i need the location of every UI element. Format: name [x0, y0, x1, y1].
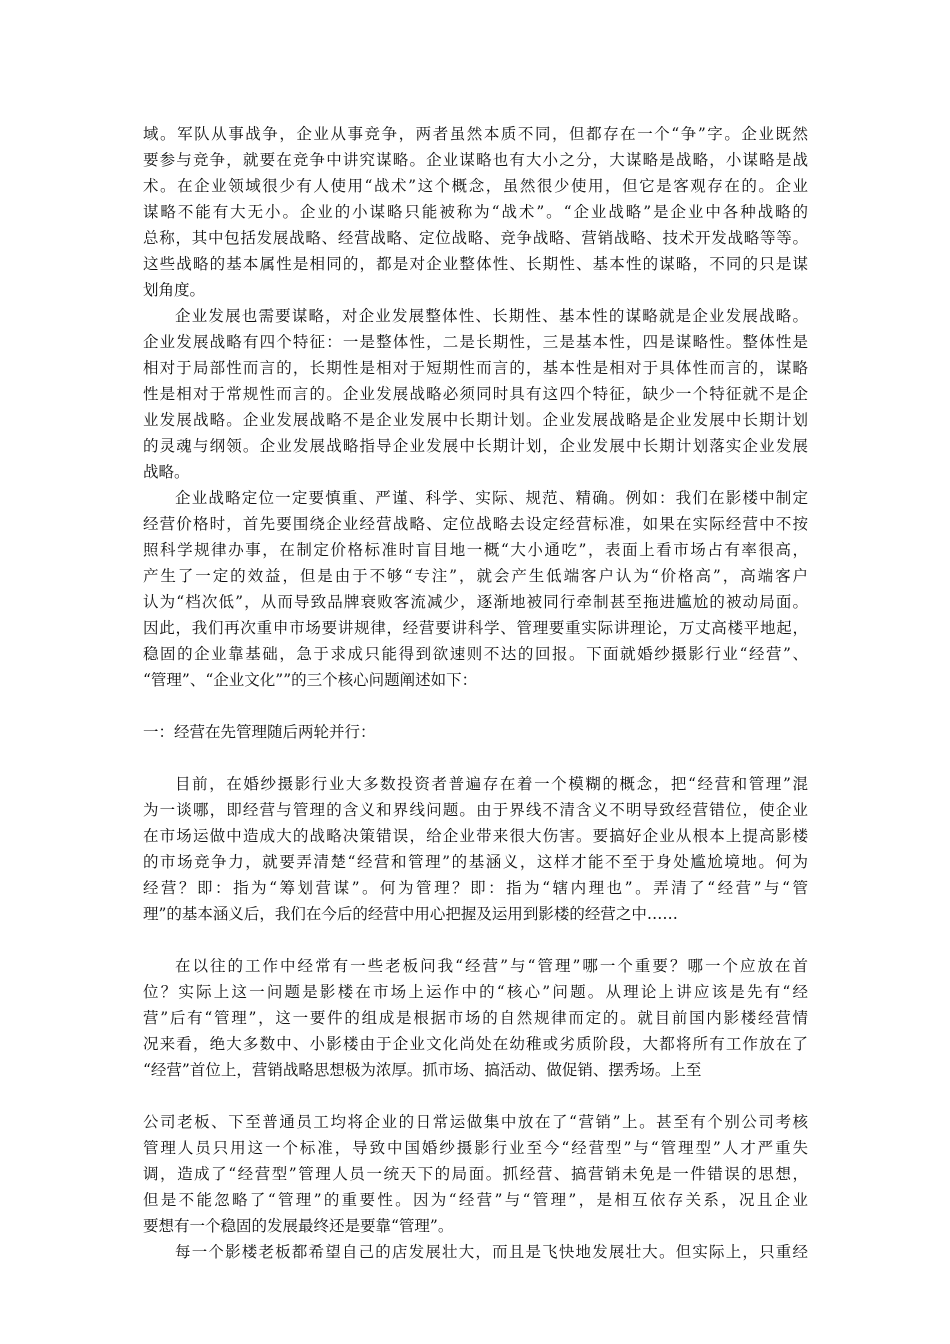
text-line: 在市场运做中造成大的战略决策错误，给企业带来很大伤害。要搞好企业从根本上提高影楼: [143, 827, 808, 845]
text-line: 要参与竞争，就要在竞争中讲究谋略。企业谋略也有大小之分，大谋略是战略，小谋略是战: [143, 151, 808, 169]
section-heading: 一：经营在先管理随后两轮并行：: [143, 723, 376, 741]
text-line: 公司老板、下至普通员工均将企业的日常运做集中放在了“营销”上。甚至有个别公司考核: [143, 1113, 808, 1131]
text-line: 认为“档次低”，从而导致品牌衰败客流减少，逐渐地被同行牵制甚至拖进尴尬的被动局面。: [143, 593, 808, 611]
text-line: 术。在企业领域很少有人使用“战术”这个概念，虽然很少使用，但它是客观存在的。企业: [143, 177, 808, 195]
text-line: 业发展战略。企业发展战略不是企业发展中长期计划。企业发展战略是企业发展中长期计划: [143, 411, 808, 429]
text-line: 稳固的企业靠基础，急于求成只能得到欲速则不达的回报。下面就婚纱摄影行业“经营”、: [143, 645, 808, 663]
text-line: 营”后有“管理”，这一要件的组成是根据市场的自然规律而定的。就目前国内影楼经营情: [143, 1009, 808, 1027]
text-line: 调，造成了“经营型”管理人员一统天下的局面。抓经营、搞营销未免是一件错误的思想，: [143, 1165, 808, 1183]
text-line: 的灵魂与纲领。企业发展战略指导企业发展中长期计划，企业发展中长期计划落实企业发展: [143, 437, 808, 455]
text-line: 企业发展战略有四个特征：一是整体性，二是长期性，三是基本性，四是谋略性。整体性是: [143, 333, 808, 351]
text-line: 总称，其中包括发展战略、经营战略、定位战略、竞争战略、营销战略、技术开发战略等等。: [143, 229, 808, 247]
text-line: 在以往的工作中经常有一些老板问我“经营”与“管理”哪一个重要？哪一个应放在首: [175, 957, 808, 975]
text-line: 相对于局部性而言的，长期性是相对于短期性而言的，基本性是相对于具体性而言的，谋略: [143, 359, 808, 377]
text-line: 每一个影楼老板都希望自己的店发展壮大，而且是飞快地发展壮大。但实际上，只重经: [175, 1243, 808, 1261]
text-line: 目前，在婚纱摄影行业大多数投资者普遍存在着一个模糊的概念，把“经营和管理”混: [175, 775, 808, 793]
text-line: 照科学规律办事，在制定价格标准时盲目地一概“大小通吃”，表面上看市场占有率很高，: [143, 541, 808, 559]
text-line: 位？实际上这一问题是影楼在市场上运作中的“核心”问题。从理论上讲应该是先有“经: [143, 983, 808, 1001]
text-line: 为一谈哪，即经营与管理的含义和界线问题。由于界线不清含义不明导致经营错位，使企业: [143, 801, 808, 819]
text-line: 理”的基本涵义后，我们在今后的经营中用心把握及运用到影楼的经营之中……: [143, 905, 678, 923]
text-line: 的市场竞争力，就要弄清楚“经营和管理”的基涵义，这样才能不至于身处尴尬境地。何为: [143, 853, 808, 871]
text-line: 要想有一个稳固的发展最终还是要靠“管理”。: [143, 1217, 454, 1235]
text-line: 况来看，绝大多数中、小影楼由于企业文化尚处在幼稚或劣质阶段，大都将所有工作放在了: [143, 1035, 808, 1053]
text-line: 这些战略的基本属性是相同的，都是对企业整体性、长期性、基本性的谋略，不同的只是谋: [143, 255, 808, 273]
text-line: 经营？即：指为“筹划营谋”。何为管理？即：指为“辖内理也”。弄清了“经营”与“管: [143, 879, 808, 897]
text-line: 域。军队从事战争，企业从事竞争，两者虽然本质不同，但都存在一个“争”字。企业既然: [143, 125, 808, 143]
text-line: 因此，我们再次重申市场要讲规律，经营要讲科学、管理要重实际讲理论，万丈高楼平地起，: [143, 619, 808, 637]
text-line: 企业发展也需要谋略，对企业发展整体性、长期性、基本性的谋略就是企业发展战略。: [175, 307, 808, 325]
text-line: 企业战略定位一定要慎重、严谨、科学、实际、规范、精确。例如：我们在影楼中制定: [175, 489, 808, 507]
text-line: 战略。: [143, 463, 190, 481]
text-line: 谋略不能有大无小。企业的小谋略只能被称为“战术”。“企业战略”是企业中各种战略的: [143, 203, 808, 221]
text-line: 产生了一定的效益，但是由于不够“专注”，就会产生低端客户认为“价格高”，高端客户: [143, 567, 808, 585]
text-line: 经营价格时，首先要围绕企业经营战略、定位战略去设定经营标准，如果在实际经营中不按: [143, 515, 808, 533]
text-line: 性是相对于常规性而言的。企业发展战略必须同时具有这四个特征，缺少一个特征就不是企: [143, 385, 808, 403]
text-line: 管理人员只用这一个标准，导致中国婚纱摄影行业至今“经营型”与“管理型”人才严重失: [143, 1139, 808, 1157]
text-line: “管理”、“企业文化””的三个核心问题阐述如下：: [143, 671, 478, 689]
text-line: 划角度。: [143, 281, 206, 299]
text-line: “经营”首位上，营销战略思想极为浓厚。抓市场、搞活动、做促销、摆秀场。上至: [143, 1061, 702, 1079]
text-line: 但是不能忽略了“管理”的重要性。因为“经营”与“管理”，是相互依存关系，况且企业: [143, 1191, 808, 1209]
